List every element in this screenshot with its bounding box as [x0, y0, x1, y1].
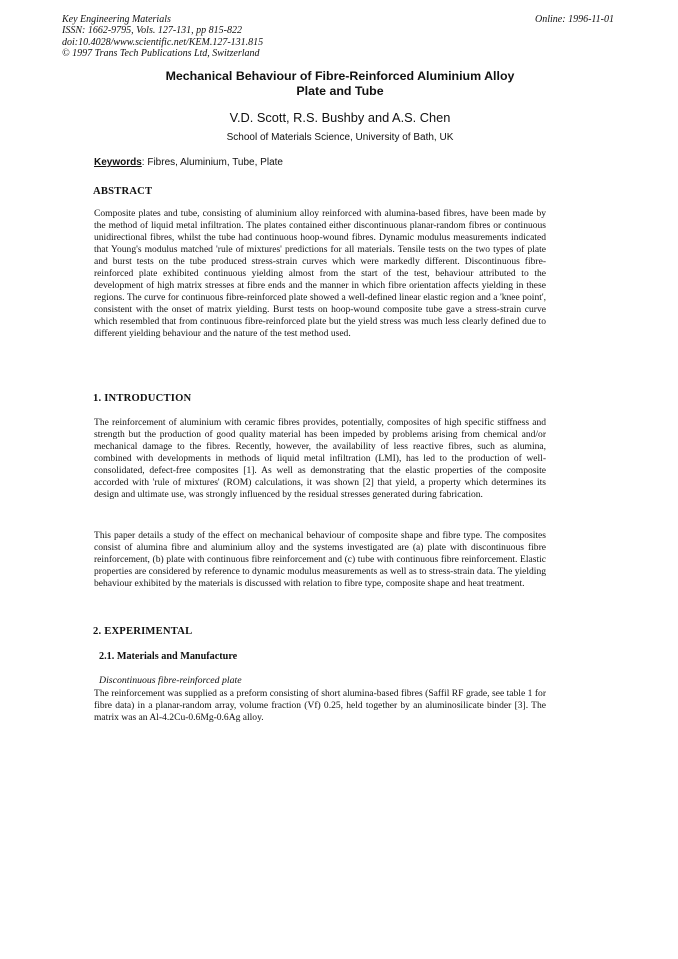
keywords-values: : Fibres, Aluminium, Tube, Plate — [141, 157, 283, 168]
journal-name: Key Engineering Materials — [62, 14, 171, 25]
keywords-line — [94, 157, 283, 168]
discontinuous-plate-subheading: Discontinuous fibre-reinforced plate — [99, 675, 242, 686]
experimental-paragraph-1: The reinforcement was supplied as a preform consisting of short alumina-based fibres (Saffil RF grade, see table 1 for fibre data) in a planar-random array, volume fraction (Vf) 0.25, held together by an aluminosilicate binder [3]. The matrix was an Al-4.2Cu-0.6Mg-0.6Ag alloy. — [94, 688, 546, 724]
title-line-1: Mechanical Behaviour of Fibre-Reinforced Aluminium Alloy — [165, 69, 515, 83]
title-line-2: Plate and Tube — [296, 84, 384, 98]
keywords-label: Keywords — [94, 157, 142, 168]
affiliation: School of Materials Science, University of Bath, UK — [226, 132, 454, 143]
copyright-line: © 1997 Trans Tech Publications Ltd, Switzerland — [62, 48, 260, 60]
introduction-paragraph-1: The reinforcement of aluminium with ceramic fibres provides, potentially, composites of high specific stiffness and strength but the production of good quality material has been impeded by problems arising from chemical and/or mechanical damage to the fibres. Recently, however, the availability of less reactive fibres, such as alumina, combined with developments in methods of liquid metal infiltration (LMI), has led to the production of well-consolidated, defect-free composites [1]. As well as demonstrating that the elastic properties of the composite accorded with 'rule of mixtures' (ROM) calculations, it was shown [2] that yield, a property which determines its design and ultimate use, was strongly influenced by the residual stresses generated during fabrication. — [94, 417, 546, 501]
materials-subheading: 2.1. Materials and Manufacture — [99, 651, 238, 662]
journal-header — [62, 14, 263, 60]
introduction-paragraph-2: This paper details a study of the effect on mechanical behaviour of composite shape and fibre type. The composites consist of alumina fibre and aluminium alloy and the systems investigated are (a) plate with discontinuous fibre reinforcement, (b) plate with continuous fibre reinforcement and (c) tube with continuous fibre reinforcement. Elastic properties are considered by reference to dynamic modulus measurements as well as to stress-strain data. The yielding behaviour exhibited by the materials is discussed with relation to fibre type, composite shape and heat treatment. — [94, 530, 546, 590]
issn-line: ISSN: 1662-9795, Vols. 127-131, pp 815-822 — [62, 25, 242, 37]
authors: V.D. Scott, R.S. Bushby and A.S. Chen — [229, 110, 451, 125]
paper-title — [110, 69, 570, 99]
doi-line: doi:10.4028/www.scientific.net/KEM.127-131.815 — [62, 36, 264, 48]
introduction-heading: 1. INTRODUCTION — [93, 393, 192, 404]
online-date: Online: 1996-11-01 — [535, 14, 614, 25]
experimental-heading: 2. EXPERIMENTAL — [93, 626, 193, 637]
abstract-heading: ABSTRACT — [93, 186, 153, 197]
abstract-text: Composite plates and tube, consisting of aluminium alloy reinforced with alumina-based fibres, have been made by the method of liquid metal infiltration. The plates contained either discontinuous planar-random fibres or continuous unidirectional fibres, whilst the tube had continuous hoop-wound fibres. Dynamic modulus measurements indicated that Young's modulus matched 'rule of mixtures' predictions for all materials. Tensile tests on the two types of plate and burst tests on the tube produced stress-strain curves which were markedly different. Discontinuous fibre-reinforced plate exhibited continuous yielding almost from the start of the test, behaviour attributed to the development of high matrix stresses at fibre ends and the manner in which fibre orientation affects yielding in these regions. The curve for continuous fibre-reinforced plate showed a well-defined linear elastic region and a 'knee point', consistent with the onset of matrix yielding. Burst tests on hoop-wound composite tube gave a stress-strain curve which resembled that from continuous fibre-reinforced plate but the yield stress was much less clearly defined due to different yielding behaviour and the nature of the test method used. — [94, 208, 546, 340]
